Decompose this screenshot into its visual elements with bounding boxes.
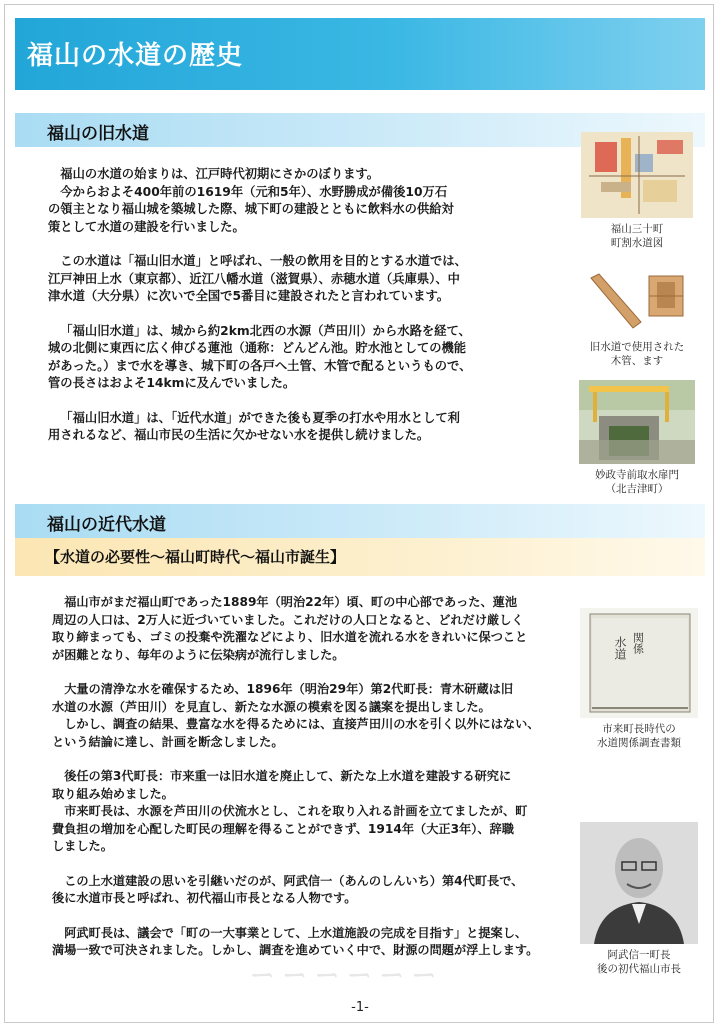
caption-line: 後の初代福山市長 [597, 963, 681, 975]
section-heading-modern-waterworks [15, 504, 705, 538]
caption-line: 阿武信一町長 [607, 949, 671, 961]
caption-line: （北吉津町） [605, 483, 669, 495]
background-watermark: ー ー ー ー ー ー [250, 961, 436, 989]
map-image [581, 132, 693, 218]
text-line: という結論に達し、計画を断念しました。 [52, 734, 284, 749]
text-line: 福山の水道の始まりは、江戸時代初期にさかのぼります。 [60, 167, 380, 181]
text-line: 取り締まっても、ゴミの投棄や洗濯などにより、旧水道を流れる水をきれいに保つこと [52, 630, 528, 644]
text-line: 周辺の人口は、2万人に近づいていました。これだけの人口となると、どれだけ厳しく [52, 612, 524, 627]
paragraph [52, 681, 572, 751]
paragraph [52, 594, 572, 664]
text-line: 管の長さはおよそ14kmに及んでいました。 [48, 376, 296, 390]
text-line: 満場一致で可決されました。しかし、調査を進めていく中で、財源の問題が浮上します。 [52, 943, 539, 957]
text-line: 城の北側に東西に広く伸びる蓮池（通称：どんどん池。貯水池としての機能 [48, 341, 467, 355]
text-line: 大量の清浄な水を確保するため、1896年（明治29年）第2代町長：青木研蔵は旧 [64, 682, 514, 696]
title-bar [15, 18, 705, 90]
document-image [580, 608, 698, 718]
subsection-heading [15, 538, 705, 576]
caption-line: 旧水道で使用された [589, 341, 685, 353]
paragraph [48, 253, 568, 306]
caption-line: 福山三十町 [610, 223, 664, 235]
text-line: 後に水道市長と呼ばれ、初代福山市長となる人物です。 [52, 891, 357, 905]
figure-water-gate [572, 380, 702, 496]
text-line: 後任の第3代町長：市来重一は旧水道を廃止して、新たな上水道を建設する研究に [64, 769, 512, 783]
caption-line: 妙政寺前取水扉門 [595, 469, 679, 481]
text-line: 「福山旧水道」は、「近代水道」ができた後も夏季の打水や用水として利 [60, 410, 460, 425]
svg-text:水道: 水道 [613, 636, 627, 660]
text-line: があった。）まで水を導き、城下町の各戸へ土管、木管で配るというもので、 [48, 358, 472, 373]
caption-line: 市来町長時代の [602, 723, 676, 735]
caption-line: 木管、ます [610, 355, 664, 367]
text-line: この上水道建設の思いを引継いだのが、阿武信一（あんのしんいち）第4代町長で、 [64, 873, 524, 888]
caption-line: 水道関係調査書類 [597, 737, 681, 749]
paragraph [48, 166, 568, 236]
text-line: 用されるなど、福山市民の生活に欠かせない水を提供し続けました。 [48, 428, 430, 442]
section2-body [52, 594, 572, 960]
text-line: 「福山旧水道」は、城から約2km北西の水源（芦田川）から水路を経て、 [60, 323, 471, 338]
figure-wooden-pipe [572, 262, 702, 368]
text-line: 福山市がまだ福山町であった1889年（明治22年）頃、町の中心部であった、蓮池 [64, 595, 518, 609]
paragraph [52, 873, 572, 908]
text-line: この水道は「福山旧水道」と呼ばれ、一般の飲用を目的とする水道では、 [60, 254, 467, 268]
figure-survey-documents [572, 608, 706, 750]
text-line: 江戸神田上水（東京都）、近江八幡水道（滋賀県）、赤穂水道（兵庫県）、中 [48, 271, 460, 286]
wooden-pipe-image [577, 262, 697, 336]
paragraph [48, 410, 568, 445]
text-line: 市来町長は、水源を芦田川の伏流水とし、これを取り入れる計画を立てましたが、町 [64, 804, 528, 818]
caption-line: 町割水道図 [610, 237, 664, 249]
portrait-image [580, 822, 698, 944]
figure-town-map [572, 132, 702, 250]
text-line: 津水道（大分県）に次いで全国で5番目に建設されたと言われています。 [48, 289, 450, 303]
figure-mayor-portrait [572, 822, 706, 976]
text-line: 費負担の増加を心配した町民の理解を得ることができず、1914年（大正3年）、辞職 [52, 821, 514, 836]
water-gate-image [579, 380, 695, 464]
text-line: の領主となり福山城を築城した際、城下町の建設とともに飲料水の供給対 [48, 202, 454, 216]
svg-text:関係: 関係 [631, 632, 645, 654]
text-line: しかし、調査の結果、豊富な水を得るためには、直接芦田川の水を引く以外にはない、 [64, 717, 540, 731]
paragraph [52, 768, 572, 856]
paragraph [48, 323, 568, 393]
page-number: -1- [351, 1000, 369, 1015]
section1-body [48, 166, 568, 445]
text-line: 今からおよそ400年前の1619年（元和5年）、水野勝成が備後10万石 [60, 184, 448, 199]
section-title: 福山の近代水道 [47, 515, 166, 535]
text-line: 水道の水源（芦田川）を見直し、新たな水源の模索を図る議案を提出しました。 [52, 699, 491, 714]
text-line: しました。 [52, 839, 113, 853]
section-title: 福山の旧水道 [47, 124, 149, 144]
text-line: 策として水道の建設を行いました。 [48, 219, 245, 234]
page-title: 福山の水道の歴史 [27, 41, 244, 71]
paragraph [52, 925, 572, 960]
text-line: 取り組み始めました。 [52, 786, 174, 801]
text-line: 阿武町長は、議会で「町の一大事業として、上水道施設の完成を目指す」と提案し、 [64, 925, 528, 940]
text-line: が困難となり、毎年のように伝染病が流行しました。 [52, 647, 345, 662]
subsection-title: 【水道の必要性～福山町時代～福山市誕生】 [45, 548, 346, 566]
